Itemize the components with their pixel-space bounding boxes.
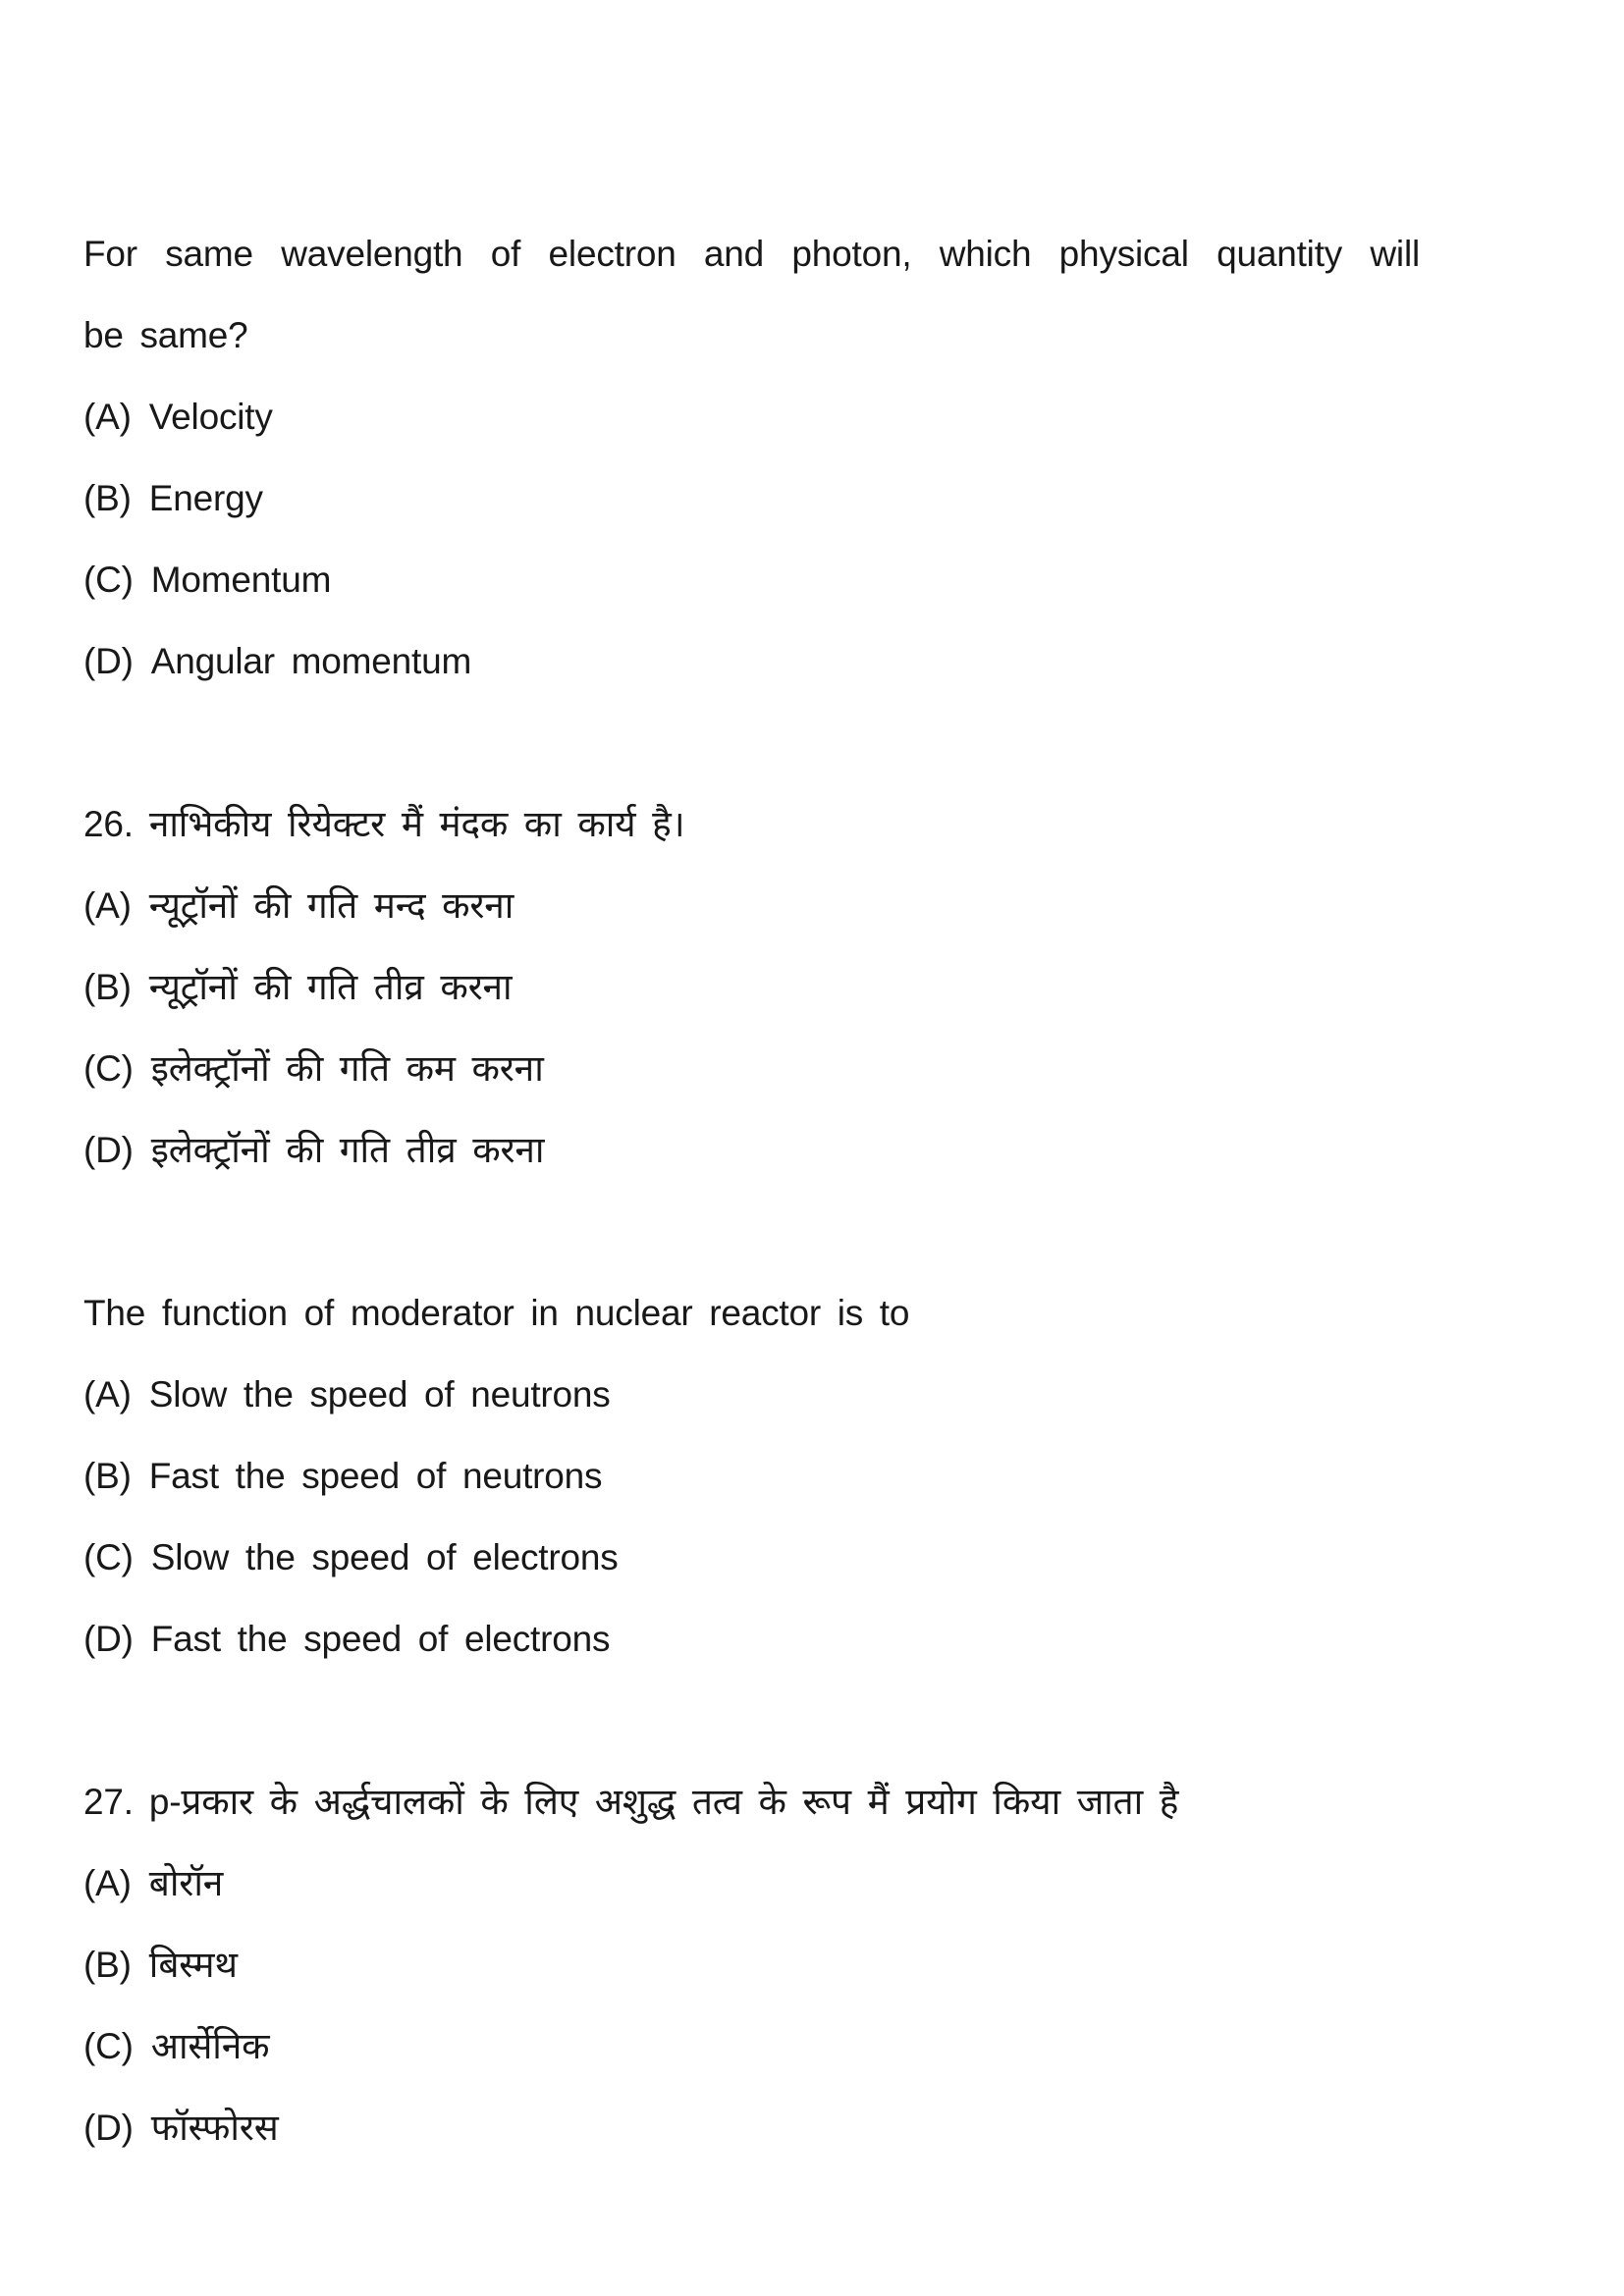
option-text: न्यूट्रॉनों की गति तीव्र करना	[148, 967, 513, 1007]
option-text: इलेक्ट्रॉनों की गति कम करना	[150, 1048, 544, 1089]
question-block-27-hi	[83, 1761, 1420, 2168]
option-row	[83, 1842, 1420, 1924]
question-text: be same?	[83, 315, 248, 355]
option-text: बिस्मथ	[148, 1945, 238, 1985]
option-row	[83, 1598, 1420, 1680]
question-text	[83, 1761, 1420, 1842]
question-block-26-hi	[83, 783, 1420, 1191]
option-text: Slow the speed of electrons	[150, 1537, 619, 1577]
option-row	[83, 2087, 1420, 2168]
option-row	[83, 1028, 1420, 1109]
option-row	[83, 2005, 1420, 2087]
option-text: Energy	[148, 478, 263, 518]
option-label: (A)	[83, 1863, 132, 1903]
option-row	[83, 620, 1420, 702]
option-label: (B)	[83, 967, 132, 1007]
option-row	[83, 457, 1420, 539]
option-text: Fast the speed of neutrons	[148, 1456, 603, 1496]
question-number: 26.	[83, 804, 134, 844]
option-label: (D)	[83, 1619, 134, 1659]
option-label: (C)	[83, 2026, 134, 2066]
option-row	[83, 1109, 1420, 1191]
option-row	[83, 1517, 1420, 1598]
question-number: 27.	[83, 1782, 134, 1822]
option-text: Slow the speed of neutrons	[148, 1374, 611, 1415]
option-label: (C)	[83, 1537, 134, 1577]
option-row	[83, 376, 1420, 457]
option-text: Velocity	[148, 397, 273, 437]
question-text: For same wavelength of electron and photon, which physical quantity will	[83, 234, 1420, 274]
option-row	[83, 539, 1420, 620]
option-label: (B)	[83, 478, 132, 518]
question-text-content: p-प्रकार के अर्द्धचालकों के लिए अशुद्ध तत्व के रूप मैं प्रयोग किया जाता है	[148, 1782, 1179, 1822]
option-text: बोरॉन	[148, 1863, 224, 1903]
option-text: फॉस्फोरस	[150, 2108, 279, 2148]
option-text: Angular momentum	[150, 641, 472, 681]
question-block-wavelength-en	[83, 213, 1420, 702]
question-text-content: नाभिकीय रियेक्टर मैं मंदक का कार्य है।	[148, 804, 685, 844]
option-row	[83, 1924, 1420, 2005]
option-label: (C)	[83, 560, 134, 600]
option-label: (D)	[83, 641, 134, 681]
option-text: न्यूट्रॉनों की गति मन्द करना	[148, 885, 514, 926]
option-label: (B)	[83, 1456, 132, 1496]
option-label: (C)	[83, 1048, 134, 1089]
option-label: (A)	[83, 397, 132, 437]
option-label: (B)	[83, 1945, 132, 1985]
question-block-26-en	[83, 1272, 1420, 1680]
option-text: इलेक्ट्रॉनों की गति तीव्र करना	[150, 1130, 545, 1170]
option-label: (A)	[83, 885, 132, 926]
option-row	[83, 1435, 1420, 1517]
option-row	[83, 1354, 1420, 1435]
option-label: (A)	[83, 1374, 132, 1415]
option-text: Fast the speed of electrons	[150, 1619, 611, 1659]
question-text: The function of moderator in nuclear reactor is to	[83, 1293, 910, 1333]
option-text: Momentum	[150, 560, 332, 600]
option-label: (D)	[83, 2108, 134, 2148]
option-row	[83, 946, 1420, 1028]
option-row	[83, 865, 1420, 946]
question-text	[83, 783, 1420, 865]
option-text: आर्सेनिक	[150, 2026, 270, 2066]
option-label: (D)	[83, 1130, 134, 1170]
